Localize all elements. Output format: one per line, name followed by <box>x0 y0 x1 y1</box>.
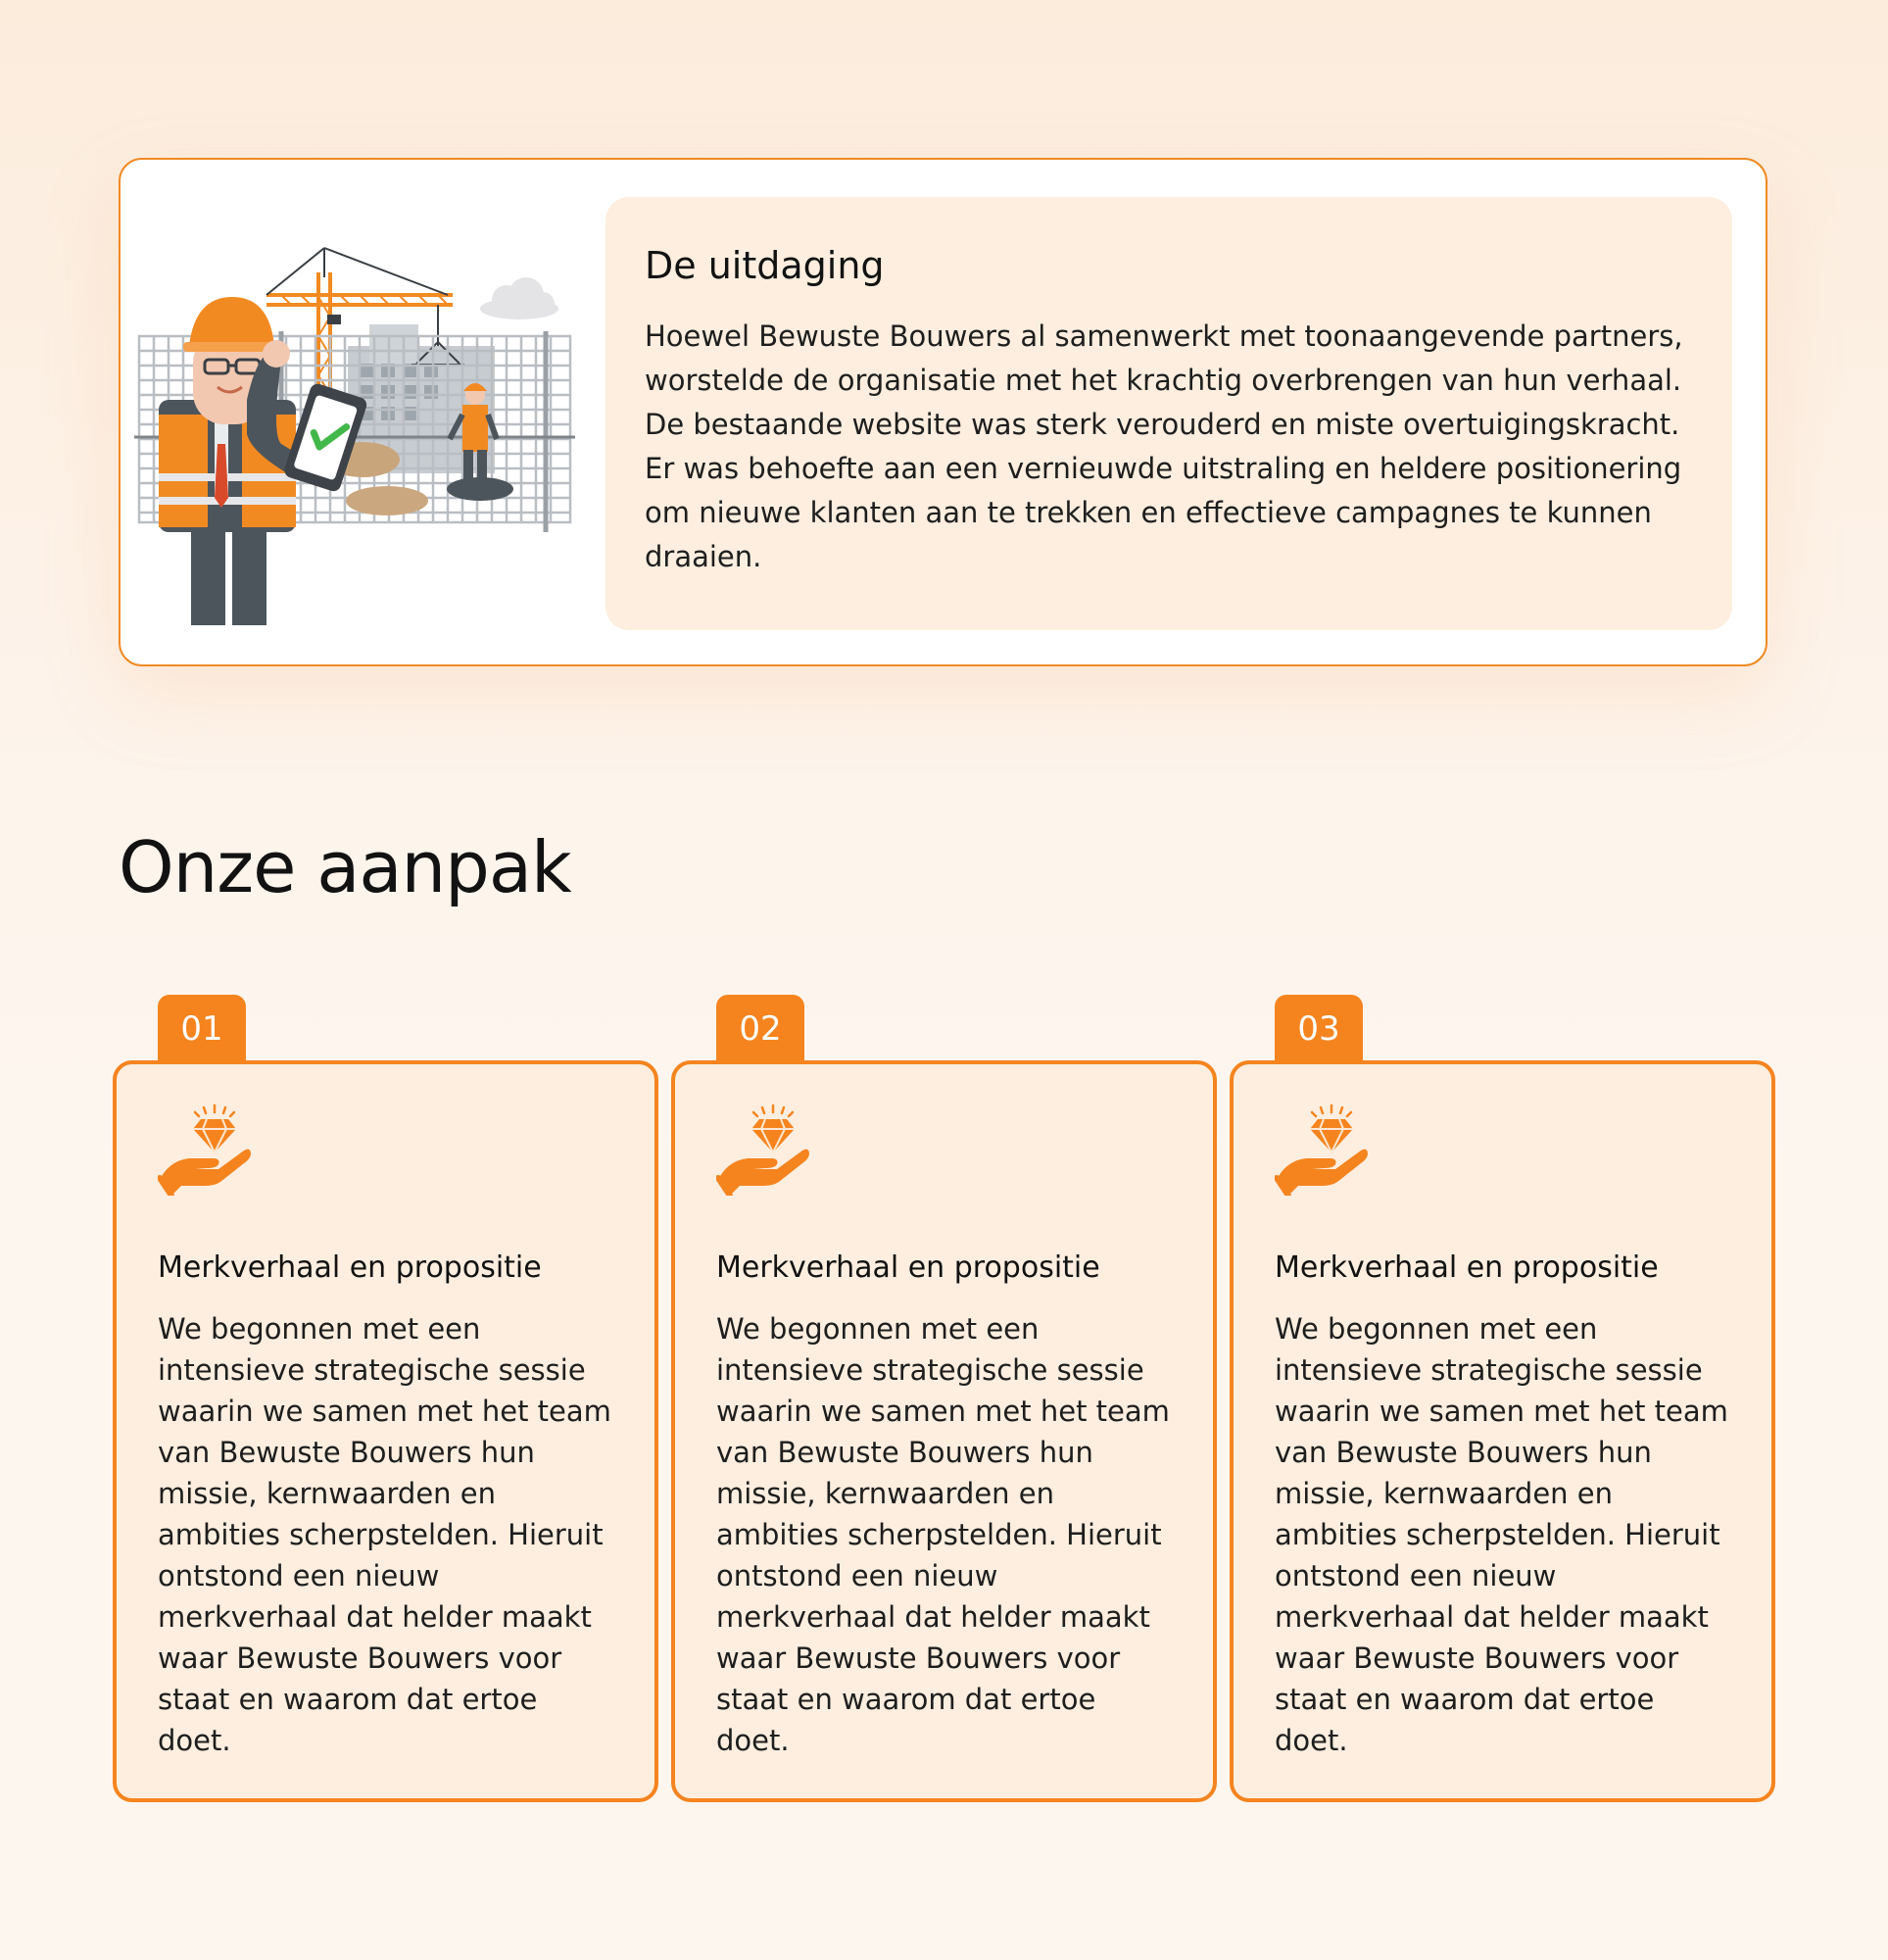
challenge-text-panel <box>605 197 1732 630</box>
approach-title: Onze aanpak <box>119 826 571 908</box>
step-title: Merkverhaal en propositie <box>716 1250 1100 1285</box>
step-title: Merkverhaal en propositie <box>1275 1250 1659 1285</box>
step-body: We begonnen met een intensieve strategische sessie waarin we samen met het team van Bewuste Bouwers hun missie, kernwaarden en ambities scherpstelden. Hieruit ontstond een nieuw merkverhaal dat helder maakt waar Bewuste Bouwers voor staat en waarom dat ertoe doet. <box>716 1312 1170 1757</box>
diamond-hand-icon <box>1275 1103 1369 1196</box>
approach-step-1 <box>113 995 658 1802</box>
challenge-body: Hoewel Bewuste Bouwers al samenwerkt met toonaangevende partners, worstelde de organisatie met het krachtig overbrengen van hun verhaal. De bestaande website was sterk verouderd en miste overtuigingskracht. Er was behoefte aan een vernieuwde uitstraling en heldere positionering om nieuwe klanten aan te trekken en effectieve campagnes te kunnen draaien. <box>645 318 1683 573</box>
step-body: We begonnen met een intensieve strategische sessie waarin we samen met het team van Bewuste Bouwers hun missie, kernwaarden en ambities scherpstelden. Hieruit ontstond een nieuw merkverhaal dat helder maakt waar Bewuste Bouwers voor staat en waarom dat ertoe doet. <box>1275 1312 1728 1757</box>
approach-step-2 <box>671 995 1217 1802</box>
step-card <box>1230 1060 1775 1802</box>
step-card <box>671 1060 1217 1802</box>
challenge-title: De uitdaging <box>645 244 885 287</box>
step-body: We begonnen met een intensieve strategische sessie waarin we samen met het team van Bewuste Bouwers hun missie, kernwaarden en ambities scherpstelden. Hieruit ontstond een nieuw merkverhaal dat helder maakt waar Bewuste Bouwers voor staat en waarom dat ertoe doet. <box>158 1312 611 1757</box>
step-title: Merkverhaal en propositie <box>158 1250 542 1285</box>
step-number-tab: 01 <box>158 995 246 1063</box>
diamond-hand-icon <box>158 1103 252 1196</box>
step-number-tab: 03 <box>1275 995 1363 1063</box>
challenge-card <box>119 158 1767 666</box>
step-number-tab: 02 <box>716 995 804 1063</box>
diamond-hand-icon <box>716 1103 810 1196</box>
approach-step-3 <box>1230 995 1775 1802</box>
step-card <box>113 1060 658 1802</box>
construction-worker-illustration <box>134 238 585 630</box>
